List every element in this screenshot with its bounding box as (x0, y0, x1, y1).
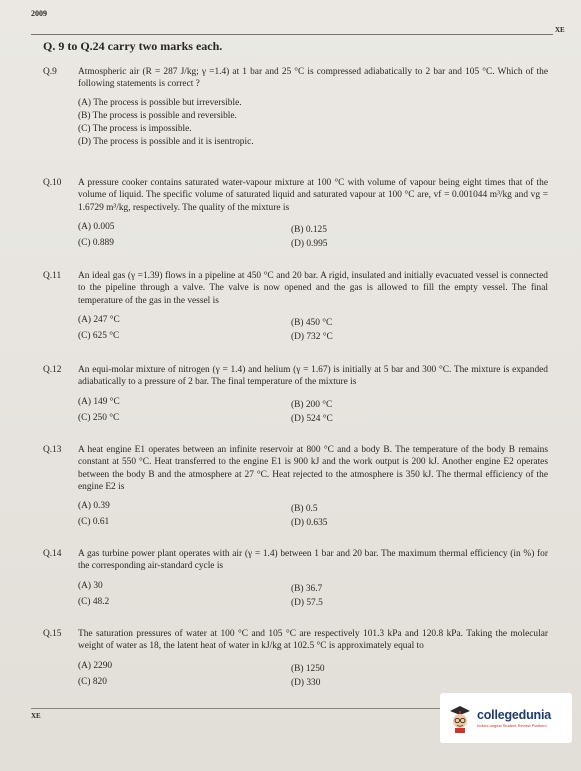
option-c: (C) 625 °C (78, 330, 120, 341)
options (78, 580, 548, 610)
option-d: (D) The process is possible and it is isentropic. (78, 136, 254, 147)
option-c: (C) 820 (78, 676, 107, 687)
question-number: Q.14 (43, 549, 62, 559)
question-text: An equi-molar mixture of nitrogen (γ = 1.4) and helium (γ = 1.67) is initially at 5 bar and 300 °C. The mixture is expanded adiabatically to a pressure of 2 bar. The final temperature of the mixture is (78, 365, 548, 388)
option-d: (D) 57.5 (291, 597, 323, 608)
option-d: (D) 732 °C (291, 331, 333, 342)
year-label: 2009 (31, 9, 47, 18)
option-b: (B) 1250 (291, 663, 325, 674)
question-number: Q.10 (43, 178, 62, 188)
option-b: (B) 0.125 (291, 224, 327, 235)
question-text: An ideal gas (γ =1.39) flows in a pipeline at 450 °C and 20 bar. A rigid, insulated and initially evacuated vessel is connected to the pipeline through a valve. The valve is now opened and the gas is allowed to fill the empty vessel. The final temperature of the gas in the vessel is (78, 271, 548, 306)
section-title: Q. 9 to Q.24 carry two marks each. (43, 39, 223, 53)
option-c: (C) 250 °C (78, 412, 120, 423)
question-text: The saturation pressures of water at 100 °C and 105 °C are respectively 101.3 kPa and 120.8 kPa. Taking the molecular weight of water as 18, the latent heat of water in kJ/kg at 102.5 °C is approximately equal to (78, 629, 548, 652)
option-a: (A) 247 °C (78, 314, 120, 325)
question-number: Q.15 (43, 629, 62, 639)
question-10 (43, 177, 548, 251)
brand-tagline: India's largest Student Review Platform (477, 723, 547, 728)
question-12 (43, 364, 548, 426)
option-c: (C) 0.61 (78, 517, 110, 528)
header-divider (31, 34, 553, 35)
options (78, 396, 548, 426)
question-number: Q.11 (43, 271, 62, 281)
option-a: (A) 149 °C (78, 396, 120, 407)
option-d: (D) 330 (291, 677, 321, 688)
options (78, 221, 548, 251)
question-text: A pressure cooker contains saturated water-vapour mixture at 100 °C with volume of vapour being eight times that of the volume of liquid. The specific volume of saturated liquid and saturated vapour at 100 °C are, vf = 0.001044 m³/kg and vg = 1.6729 m³/kg, respectively. The quality of the mixture is (78, 178, 548, 213)
option-c: (C) The process is impossible. (78, 123, 192, 134)
options (78, 500, 548, 530)
option-b: (B) 450 °C (291, 317, 333, 328)
option-a: (A) 30 (78, 580, 103, 591)
question-text: A gas turbine power plant operates with air (γ = 1.4) between 1 bar and 20 bar. The maximum thermal efficiency (in %) for the corresponding air-standard cycle is (78, 549, 548, 572)
option-d: (D) 524 °C (291, 413, 333, 424)
question-11 (43, 270, 548, 344)
option-c: (C) 48.2 (78, 596, 110, 607)
watermark-logo (440, 693, 572, 743)
option-b: (B) The process is possible and reversible. (78, 110, 237, 121)
question-text: A heat engine E1 operates between an infinite reservoir at 800 °C and a body B. The temperature of the body B remains constant at 550 °C. Heat transferred to the engine E1 is 900 kJ and the work output is 200 kJ. Another engine E2 operates between the body B and the atmosphere at 27 °C. Heat rejected to the atmosphere is 350 kJ. The thermal efficiency of the engine E2 is (78, 445, 548, 492)
option-a: (A) 0.39 (78, 501, 110, 512)
option-b: (B) 36.7 (291, 583, 323, 594)
options (78, 97, 548, 149)
question-number: Q.13 (43, 445, 62, 455)
question-13 (43, 444, 548, 530)
question-14 (43, 548, 548, 610)
graduate-mascot-icon (448, 703, 472, 733)
options (78, 660, 548, 690)
brand-name: collegedunia (477, 708, 552, 722)
option-c: (C) 0.889 (78, 237, 114, 248)
question-text: Atmospheric air (R = 287 J/kg; γ =1.4) at 1 bar and 25 °C is compressed adiabatically to 2 bar and 105 °C. Which of the following statements is correct ? (78, 67, 548, 90)
question-15 (43, 628, 548, 690)
question-number: Q.9 (43, 67, 57, 77)
footer-divider (31, 708, 441, 709)
question-9 (43, 66, 548, 149)
option-b: (B) 200 °C (291, 399, 333, 410)
option-b: (B) 0.5 (291, 504, 318, 515)
option-d: (D) 0.635 (291, 518, 328, 529)
paper-code-header: XE (555, 26, 565, 34)
option-a: (A) 2290 (78, 660, 113, 671)
paper-code-footer: XE (31, 712, 41, 720)
option-a: (A) The process is possible but irreversible. (78, 97, 242, 108)
question-number: Q.12 (43, 365, 62, 375)
options (78, 314, 548, 344)
option-d: (D) 0.995 (291, 238, 328, 249)
option-a: (A) 0.005 (78, 221, 115, 232)
